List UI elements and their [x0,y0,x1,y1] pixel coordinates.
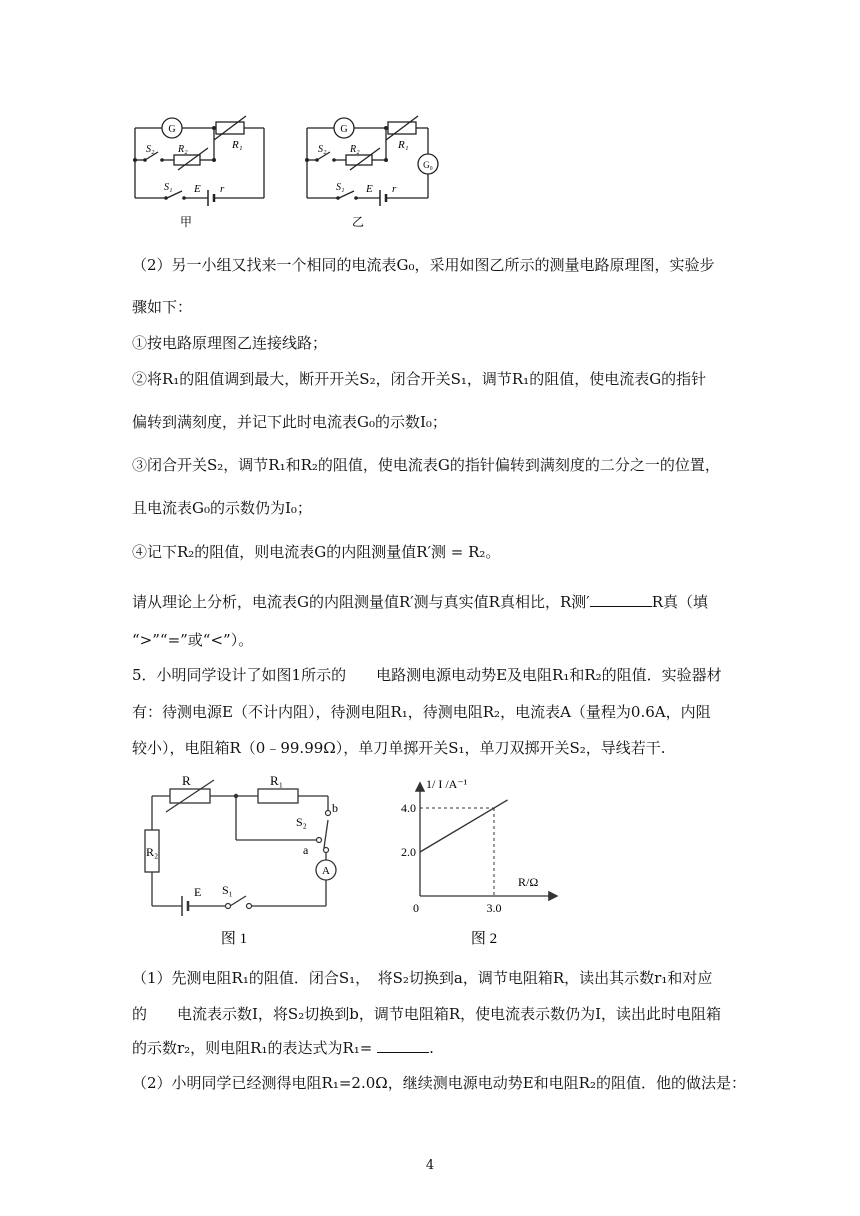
fig1-r1-label: R₁ [270,773,284,788]
q4-2-question [132,592,708,612]
q4-2-line-1: （2）另一小组又找来一个相同的电流表G₀，采用如图乙所示的测量电路原理图，实验步 [132,256,715,274]
q4-2-options: “>”“=”或“<”）。 [132,631,254,649]
page-number: 4 [425,1158,435,1173]
s2-label: S₂ [146,144,155,155]
q5-line-3: 较小），电阻箱R（0﹣99.99Ω），单刀单掷开关S₁，单刀双掷开关S₂，导线若干. [132,739,666,757]
ammeter-a-label: A [322,865,330,877]
fig1-e-label: E [194,885,202,899]
galvanometer-g0-label: G₀ [423,160,433,170]
r1-label: R₁ [232,139,243,151]
r-label: r [220,183,225,195]
circuit-figure-yi [300,112,445,230]
q5-1-line-2: 的 电流表示数I，将S₂切换到b，调节电阻箱R，使电流表示数仍为I，读出此时电阻箱 [132,1005,722,1023]
origin-label: 0 [413,901,419,915]
q5-line-2: 有：待测电源E（不计内阻），待测电阻R₁，待测电阻R₂，电流表A（量程为0.6A，内阻 [132,703,711,721]
q5-1-line-1: （1）先测电阻R₁的阻值．闭合S₁， 将S₂切换到a，调节电阻箱R，读出其示数r₁和对应 [132,969,713,987]
fig2-caption: 图 2 [470,931,498,947]
y-tick-label: 2.0 [401,845,416,859]
q5-1-line-3-text: 的示数r₂，则电阻R₁的表达式为R₁= [132,1039,373,1057]
fig1-caption: 图 1 [220,931,248,947]
fig1-s2-label: S₂ [296,815,307,829]
e-label: E [366,183,373,195]
q4-2-step-4: ④记下R₂的阻值，则电流表G的内阻测量值R′测 = R₂。 [132,543,501,561]
q4-2-step-2b: 偏转到满刻度，并记下此时电流表G₀的示数I₀； [132,413,447,431]
q4-2-step-1: ①按电路原理图乙连接线路； [132,334,328,352]
y-axis-label: 1/ I /A⁻¹ [426,777,468,791]
e-label: E [194,183,201,195]
q4-2-line-2: 骤如下： [132,298,193,316]
q4-2-step-2a: ②将R₁的阻值调到最大，断开开关S₂，闭合开关S₁，调节R₁的阻值，使电流表G的指针 [132,370,707,388]
x-axis-label: R/Ω [518,875,539,889]
fig1-b-label: b [332,801,338,815]
q4-2-question-text-b: R真（填 [651,593,708,611]
circuit-figure-jia [128,112,273,230]
answer-blank-1[interactable] [590,592,652,607]
galvanometer-g-label: G [168,124,176,135]
q4-2-question-text: 请从理论上分析，电流表G的内阻测量值R′测与真实值R真相比，R测′ [132,593,590,611]
q5-1-line-3-end: . [429,1039,434,1057]
r2-label: R₂ [350,144,360,155]
q5-1-line-3 [132,1038,434,1058]
figure-label-yi: 乙 [352,215,365,229]
r2-label: R₂ [178,144,188,155]
s1-label: S₁ [164,182,173,193]
y-tick-label: 4.0 [401,801,416,815]
fig1-r2-label: R₂ [146,845,159,859]
x-tick-label: 3.0 [486,901,502,915]
r-label: r [392,183,397,195]
fig1-r-label: R [182,773,191,788]
q5-line-1: 5．小明同学设计了如图1所示的 电路测电源电动势E及电阻R₁和R₂的阻值．实验器材 [132,666,722,684]
q5-2-line-1: （2）小明同学已经测得电阻R₁=2.0Ω，继续测电源电动势E和电阻R₂的阻值．他的做法是： [132,1074,746,1092]
s1-label: S₁ [336,182,345,193]
galvanometer-g-label: G [340,124,348,135]
answer-blank-2[interactable] [377,1038,429,1053]
r1-label: R₁ [398,139,409,151]
q4-2-step-3b: 且电流表G₀的示数仍为I₀； [132,499,312,517]
circuit-figure-1 [138,768,348,950]
fig1-s1-label: S₁ [222,883,233,897]
graph-figure-2 [388,768,578,950]
q4-2-step-3a: ③闭合开关S₂，调节R₁和R₂的阻值，使电流表G的指针偏转到满刻度的二分之一的位置， [132,456,720,474]
fig1-a-label: a [303,843,309,857]
figure-label-jia: 甲 [180,215,193,229]
s2-label: S₂ [318,144,327,155]
